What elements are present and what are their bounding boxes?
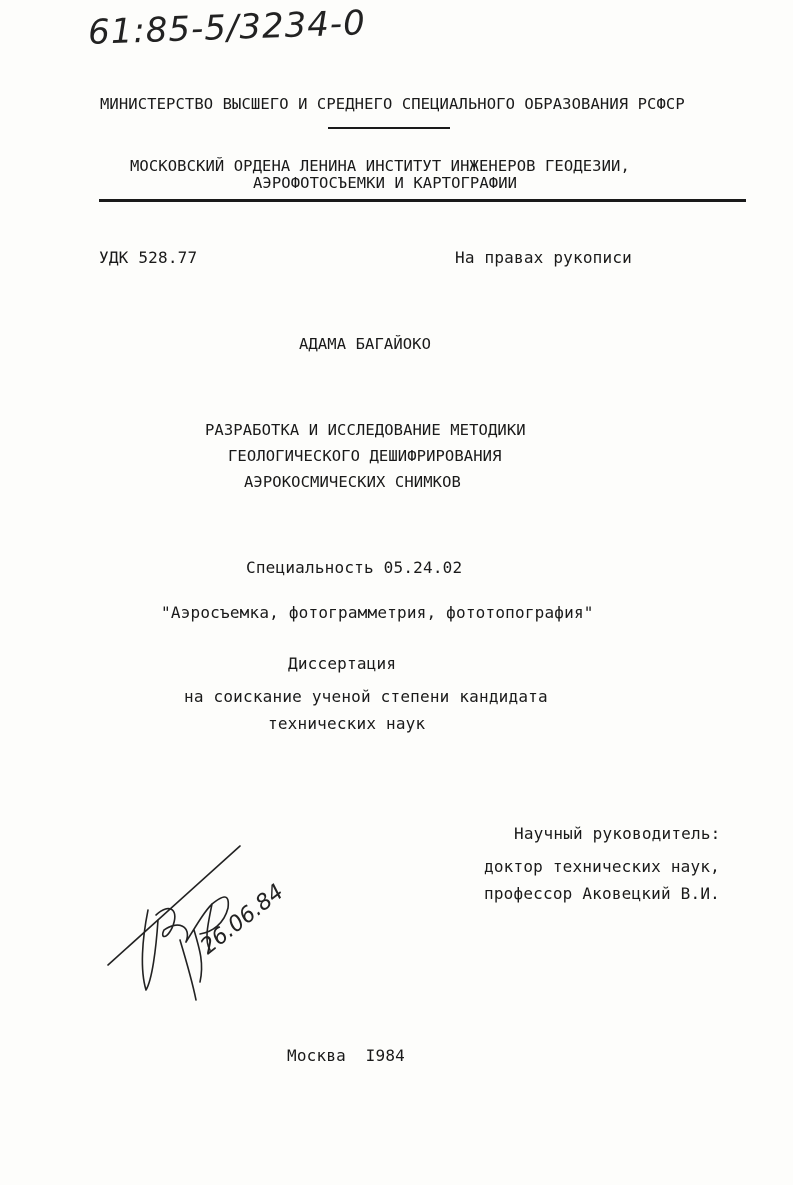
supervisor-name: профессор Аковецкий В.И. [484, 884, 720, 903]
dissertation-field: технических наук [268, 714, 426, 733]
dissertation-degree: на соискание ученой степени кандидата [184, 687, 548, 706]
institute-rule [99, 199, 746, 202]
specialty-name: "Аэросъемка, фотограмметрия, фототопография" [161, 603, 594, 622]
ministry-rule [328, 127, 450, 129]
manuscript-rights: На правах рукописи [455, 248, 632, 267]
footer-city-year: Москва I984 [287, 1046, 405, 1065]
supervisor-label: Научный руководитель: [514, 824, 721, 843]
institute-line-2: АЭРОФОТОСЪЕМКИ И КАРТОГРАФИИ [253, 174, 518, 192]
handwritten-signature [100, 840, 300, 1010]
ministry-header: МИНИСТЕРСТВО ВЫСШЕГО И СРЕДНЕГО СПЕЦИАЛЬНОГО ОБРАЗОВАНИЯ РСФСР [100, 95, 685, 113]
title-line-3: АЭРОКОСМИЧЕСКИХ СНИМКОВ [244, 473, 461, 491]
udc-code: УДК 528.77 [99, 248, 198, 267]
specialty-code: Специальность 05.24.02 [246, 558, 463, 577]
author-name: АДАМА БАГАЙОКО [299, 335, 432, 353]
institute-line-1: МОСКОВСКИЙ ОРДЕНА ЛЕНИНА ИНСТИТУТ ИНЖЕНЕРОВ ГЕОДЕЗИИ, [130, 157, 630, 175]
supervisor-degree: доктор технических наук, [484, 857, 720, 876]
title-line-1: РАЗРАБОТКА И ИССЛЕДОВАНИЕ МЕТОДИКИ [205, 421, 526, 439]
signature-date: 26.06.84 [196, 879, 289, 960]
archive-code: 61:85-5/3234-0 [87, 3, 367, 53]
dissertation-label: Диссертация [288, 654, 397, 673]
title-line-2: ГЕОЛОГИЧЕСКОГО ДЕШИФРИРОВАНИЯ [228, 447, 502, 465]
